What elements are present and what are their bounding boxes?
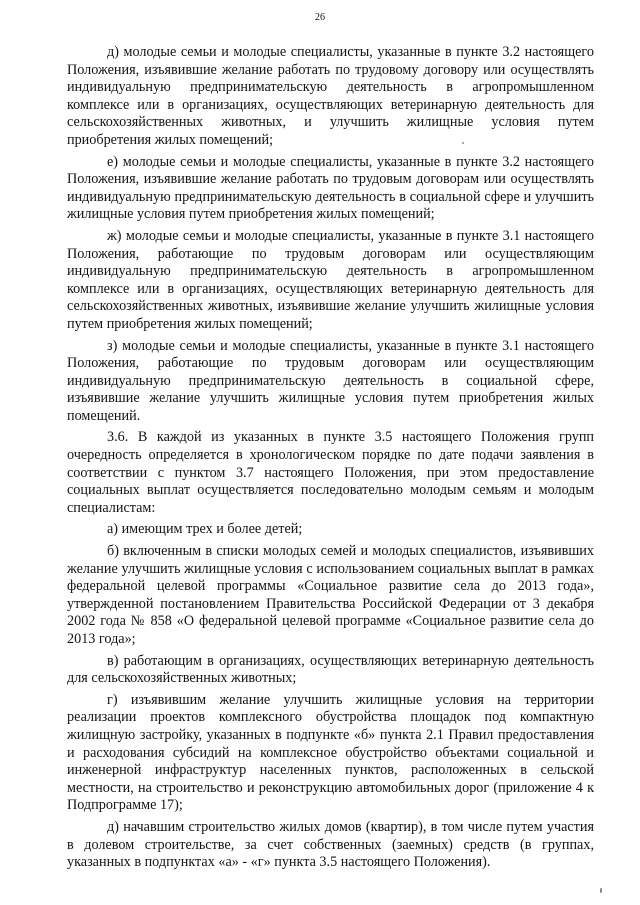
paragraph-item-zh-3-5: ж) молодые семьи и молодые специалисты, указанные в пункте 3.1 настоящего Положения, работающие по трудовым договорам или осуществляющим индивидуальную предпринимательскую деятельность в агропромышленном комплексе или в организациях, осуществляющих ветеринарную деятельность для сельскохозяйственных животных, изъявившие желание улучшить жилищные условия путем приобретения жилых помещений; — [67, 227, 594, 332]
page-number: 26 — [315, 12, 325, 23]
scan-speck — [462, 142, 464, 144]
paragraph-section-3-6: 3.6. В каждой из указанных в пункте 3.5 настоящего Положения групп очередность определяется в хронологическом порядке по дате подачи заявления в соответствии с пунктом 3.7 настоящего Положения, при этом предоставление социальных выплат осуществляется последовательно молодым семьям и молодым специалистам: — [67, 429, 594, 516]
document-body — [67, 44, 594, 876]
paragraph-item-d-3-6: д) начавшим строительство жилых домов (квартир), в том числе путем участия в долевом строительстве, за счет собственных (заемных) средств (в группах, указанных в подпунктах «а» - «г» пункта 3.5 настоящего Положения). — [67, 818, 594, 871]
paragraph-item-d-3-5: д) молодые семьи и молодые специалисты, указанные в пункте 3.2 настоящего Положения, изъявившие желание работать по трудовому договору или осуществлять индивидуальную предпринимательскую деятельность в агропромышленном комплексе или в организациях, осуществляющих ветеринарную деятельность для сельскохозяйственных животных, и улучшить жилищные условия путем приобретения жилых помещений; — [67, 44, 594, 148]
scan-speck — [600, 888, 602, 893]
paragraph-item-v-3-6: в) работающим в организациях, осуществляющих ветеринарную деятельность для сельскохозяйственных животных; — [67, 652, 594, 687]
paragraph-item-z-3-5: з) молодые семьи и молодые специалисты, указанные в пункте 3.1 настоящего Положения, работающие по трудовым договорам или осуществляющим индивидуальную предпринимательскую деятельность в социальной сфере, изъявившие желание улучшить жилищные условия путем приобретения жилых помещений. — [67, 337, 594, 424]
paragraph-item-b-3-6: б) включенным в списки молодых семей и молодых специалистов, изъявивших желание улучшить жилищные условия с использованием социальных выплат в рамках федеральной целевой программы «Социальное развитие села до 2013 года», утвержденной постановлением Правительства Российской Федерации от 3 декабря 2002 года № 858 «О федеральной целевой программе «Социальное развитие села до 2013 года»; — [67, 543, 594, 647]
paragraph-item-e-3-5: е) молодые семьи и молодые специалисты, указанные в пункте 3.2 настоящего Положения, изъявившие желание работать по трудовым договорам или осуществлять индивидуальную предпринимательскую деятельность в социальной сфере и улучшить жилищные условия путем приобретения жилых помещений; — [67, 153, 594, 223]
paragraph-item-a-3-6: а) имеющим трех и более детей; — [107, 521, 303, 538]
paragraph-item-g-3-6: г) изъявившим желание улучшить жилищные условия на территории реализации проектов комплексного обустройства площадок под компактную жилищную застройку, указанных в подпункте «б» пункта 2.1 Правил предоставления и расходования субсидий на комплексное обустройство объектами социальной и инженерной инфраструктур населенных пунктов, расположенных в сельской местности, на строительство и реконструкцию автомобильных дорог (приложение 4 к Подпрограмме 17); — [67, 691, 594, 814]
